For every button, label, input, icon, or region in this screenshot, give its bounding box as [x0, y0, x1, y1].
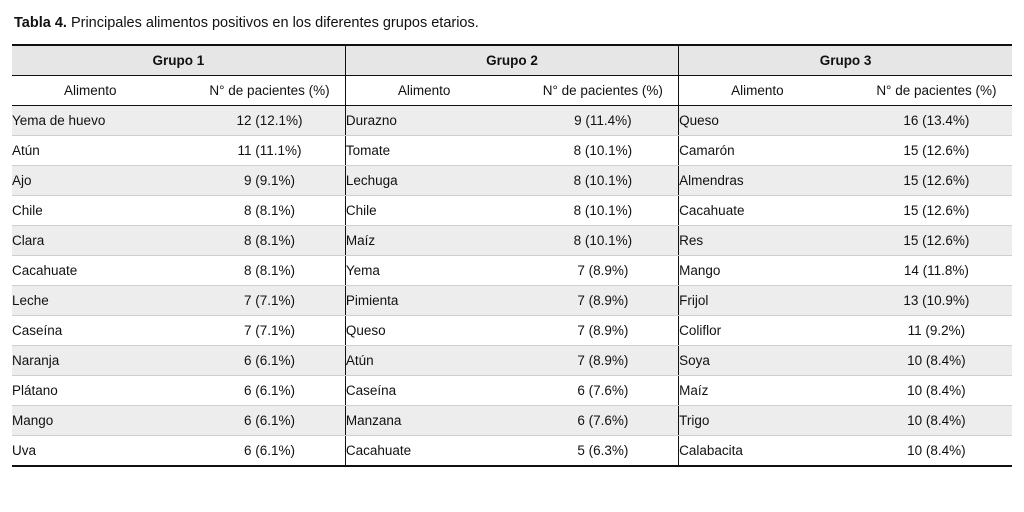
cell-count-g1: 6 (6.1%): [194, 436, 345, 467]
cell-count-g3: 15 (12.6%): [861, 226, 1012, 256]
cell-food-g1: Uva: [12, 436, 194, 467]
cell-count-g2: 7 (8.9%): [528, 346, 679, 376]
cell-food-g3: Mango: [679, 256, 861, 286]
cell-count-g1: 8 (8.1%): [194, 196, 345, 226]
cell-food-g2: Chile: [345, 196, 527, 226]
cell-count-g3: 10 (8.4%): [861, 406, 1012, 436]
cell-count-g1: 6 (6.1%): [194, 346, 345, 376]
cell-count-g3: 10 (8.4%): [861, 436, 1012, 467]
cell-food-g2: Atún: [345, 346, 527, 376]
cell-count-g2: 7 (8.9%): [528, 316, 679, 346]
cell-food-g1: Naranja: [12, 346, 194, 376]
col-header-food-1: Alimento: [12, 76, 194, 106]
cell-food-g3: Frijol: [679, 286, 861, 316]
table-row: [12, 286, 1012, 316]
cell-count-g3: 10 (8.4%): [861, 376, 1012, 406]
cell-count-g1: 7 (7.1%): [194, 286, 345, 316]
table-caption: [14, 14, 1012, 32]
table-row: [12, 376, 1012, 406]
table-row: [12, 346, 1012, 376]
cell-count-g1: 11 (11.1%): [194, 136, 345, 166]
cell-food-g1: Cacahuate: [12, 256, 194, 286]
cell-count-g1: 12 (12.1%): [194, 106, 345, 136]
cell-food-g2: Manzana: [345, 406, 527, 436]
cell-food-g3: Cacahuate: [679, 196, 861, 226]
cell-food-g3: Queso: [679, 106, 861, 136]
cell-food-g3: Maíz: [679, 376, 861, 406]
table-row: [12, 436, 1012, 467]
table-head: [12, 45, 1012, 106]
cell-count-g1: 8 (8.1%): [194, 256, 345, 286]
cell-food-g2: Tomate: [345, 136, 527, 166]
table-row: [12, 136, 1012, 166]
cell-count-g2: 6 (7.6%): [528, 376, 679, 406]
cell-count-g2: 6 (7.6%): [528, 406, 679, 436]
foods-table: [12, 44, 1012, 467]
table-row: [12, 256, 1012, 286]
cell-food-g3: Trigo: [679, 406, 861, 436]
cell-count-g1: 6 (6.1%): [194, 376, 345, 406]
cell-food-g2: Maíz: [345, 226, 527, 256]
cell-food-g1: Atún: [12, 136, 194, 166]
cell-food-g2: Durazno: [345, 106, 527, 136]
cell-food-g1: Chile: [12, 196, 194, 226]
cell-count-g1: 9 (9.1%): [194, 166, 345, 196]
cell-count-g2: 8 (10.1%): [528, 136, 679, 166]
group-header-row: [12, 45, 1012, 76]
table-body: [12, 106, 1012, 467]
table-row: [12, 406, 1012, 436]
cell-food-g1: Plátano: [12, 376, 194, 406]
cell-count-g2: 7 (8.9%): [528, 256, 679, 286]
cell-count-g3: 16 (13.4%): [861, 106, 1012, 136]
table-row: [12, 226, 1012, 256]
cell-count-g3: 15 (12.6%): [861, 136, 1012, 166]
cell-food-g1: Yema de huevo: [12, 106, 194, 136]
cell-food-g2: Queso: [345, 316, 527, 346]
cell-count-g2: 8 (10.1%): [528, 196, 679, 226]
table-row: [12, 166, 1012, 196]
cell-count-g3: 15 (12.6%): [861, 196, 1012, 226]
col-header-count-3: N° de pacientes (%): [861, 76, 1012, 106]
table-row: [12, 316, 1012, 346]
cell-count-g3: 14 (11.8%): [861, 256, 1012, 286]
cell-food-g2: Caseína: [345, 376, 527, 406]
cell-count-g3: 13 (10.9%): [861, 286, 1012, 316]
cell-food-g2: Lechuga: [345, 166, 527, 196]
cell-food-g3: Camarón: [679, 136, 861, 166]
table-row: [12, 106, 1012, 136]
cell-count-g1: 7 (7.1%): [194, 316, 345, 346]
group-header-3: Grupo 3: [679, 45, 1012, 76]
cell-count-g1: 6 (6.1%): [194, 406, 345, 436]
col-header-food-3: Alimento: [679, 76, 861, 106]
cell-food-g1: Leche: [12, 286, 194, 316]
cell-count-g2: 9 (11.4%): [528, 106, 679, 136]
cell-food-g2: Yema: [345, 256, 527, 286]
table-row: [12, 196, 1012, 226]
cell-count-g3: 11 (9.2%): [861, 316, 1012, 346]
cell-count-g3: 15 (12.6%): [861, 166, 1012, 196]
cell-count-g2: 8 (10.1%): [528, 226, 679, 256]
cell-food-g3: Calabacita: [679, 436, 861, 467]
cell-food-g3: Soya: [679, 346, 861, 376]
cell-food-g2: Pimienta: [345, 286, 527, 316]
cell-food-g1: Caseína: [12, 316, 194, 346]
col-header-count-1: N° de pacientes (%): [194, 76, 345, 106]
group-header-1: Grupo 1: [12, 45, 345, 76]
cell-count-g1: 8 (8.1%): [194, 226, 345, 256]
cell-food-g3: Coliflor: [679, 316, 861, 346]
cell-count-g2: 5 (6.3%): [528, 436, 679, 467]
cell-food-g3: Res: [679, 226, 861, 256]
column-header-row: [12, 76, 1012, 106]
cell-food-g3: Almendras: [679, 166, 861, 196]
cell-food-g1: Ajo: [12, 166, 194, 196]
table-caption-text: Principales alimentos positivos en los diferentes grupos etarios.: [66, 15, 479, 31]
cell-food-g2: Cacahuate: [345, 436, 527, 467]
cell-count-g2: 8 (10.1%): [528, 166, 679, 196]
col-header-count-2: N° de pacientes (%): [528, 76, 679, 106]
cell-count-g2: 7 (8.9%): [528, 286, 679, 316]
cell-food-g1: Clara: [12, 226, 194, 256]
table-caption-label: Tabla 4.: [14, 15, 67, 31]
group-header-2: Grupo 2: [345, 45, 678, 76]
cell-count-g3: 10 (8.4%): [861, 346, 1012, 376]
cell-food-g1: Mango: [12, 406, 194, 436]
col-header-food-2: Alimento: [345, 76, 527, 106]
